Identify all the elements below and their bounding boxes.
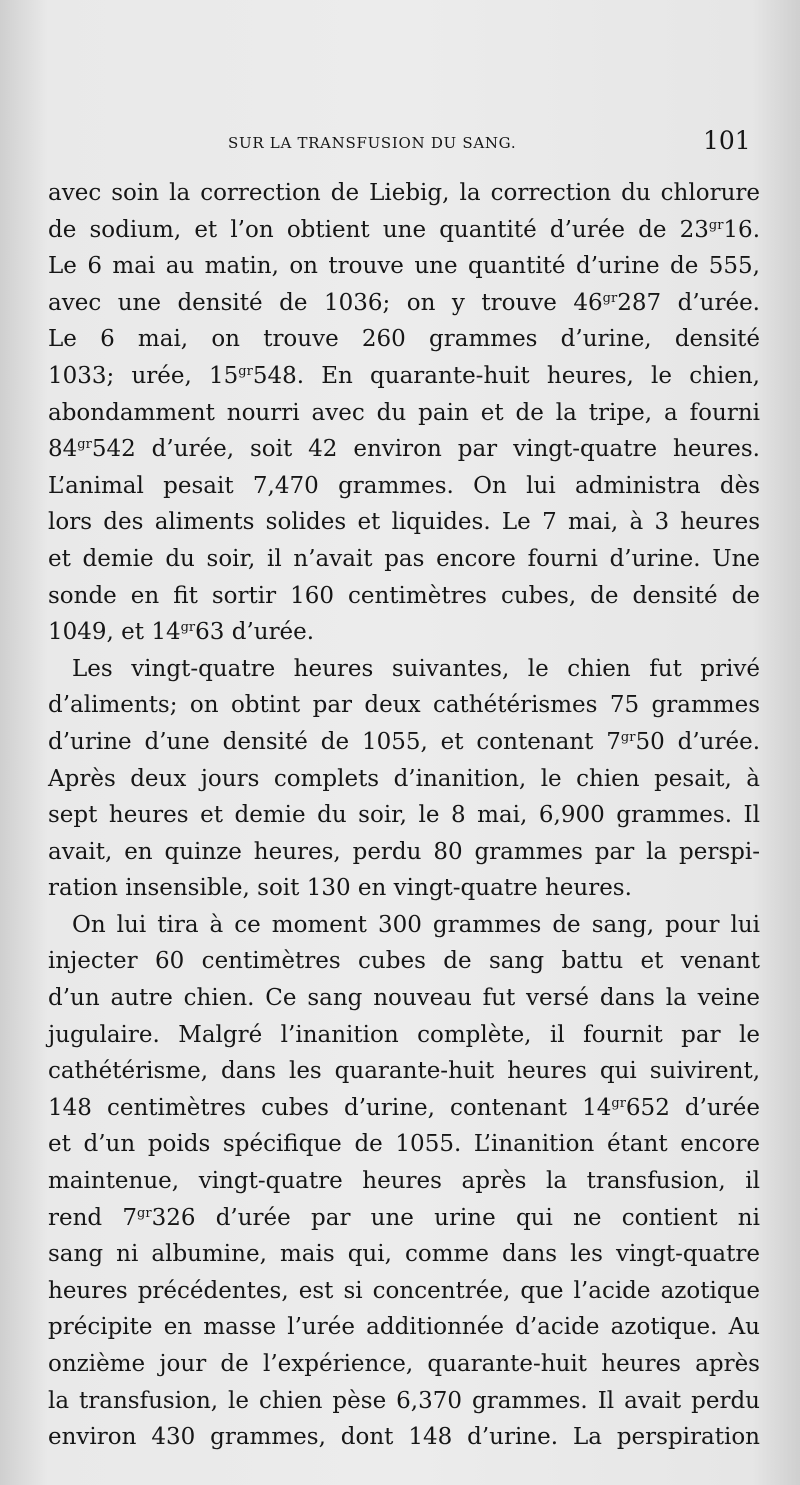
text-line: Après deux jours complets d’inanition, le chien pesait, à (48, 765, 760, 792)
text-line: ration insensible, soit 130 en vingt-quatre heures. (48, 875, 632, 902)
text-line: avec soin la correction de Liebig, la correction du chlorure (48, 180, 760, 206)
text-line: de sodium, et l’on obtient une quantité d’urée de $23^{gr}16$. (48, 216, 760, 243)
text-line: avec une densité de 1036; on y trouve $46^{gr}287$ d’urée. (48, 289, 760, 316)
text-line: 148 centimètres cubes d’urine, contenant $14^{gr}652$ d’urée (48, 1094, 760, 1121)
text-line: 1033; urée, $15^{gr}548$. En quarante-huit heures, le chien, (48, 362, 760, 389)
text-line: sang ni albumine, mais qui, comme dans les vingt-quatre (48, 1241, 760, 1268)
text-line: sonde en fit sortir 160 centimètres cubes, de densité de (48, 582, 760, 609)
text-line: heures précédentes, est si concentrée, que l’acide azotique (48, 1277, 760, 1304)
text-line: Le 6 mai, on trouve 260 grammes d’urine, densité (48, 326, 760, 353)
text-line: L’animal pesait 7,470 grammes. On lui administra dès (48, 472, 760, 499)
text-line: Le 6 mai au matin, on trouve une quantité d’urine de 555, (48, 253, 760, 280)
page-number: 101 (703, 126, 751, 155)
text-line: Les vingt-quatre heures suivantes, le chien fut privé (72, 655, 760, 682)
text-line: la transfusion, le chien pèse 6,370 grammes. Il avait perdu (48, 1387, 760, 1414)
text-line: d’un autre chien. Ce sang nouveau fut versé dans la veine (48, 985, 760, 1012)
body-text (48, 175, 760, 1456)
text-line: cathétérisme, dans les quarante-huit heures qui suivirent, (48, 1058, 760, 1085)
text-line: et d’un poids spécifique de 1055. L’inanition étant encore (48, 1131, 760, 1158)
text-line: On lui tira à ce moment 300 grammes de sang, pour lui (72, 911, 760, 938)
text-line: maintenue, vingt-quatre heures après la transfusion, il (48, 1168, 760, 1195)
text-line: $84^{gr}542$ d’urée, soit 42 environ par vingt-quatre heures. (48, 436, 760, 463)
text-line: 1049, et $14^{gr}63$ d’urée. (48, 619, 315, 646)
text-line: injecter 60 centimètres cubes de sang battu et venant (48, 948, 760, 975)
text-line: précipite en masse l’urée additionnée d’acide azotique. Au (48, 1314, 760, 1341)
text-line: sept heures et demie du soir, le 8 mai, 6,900 grammes. Il (48, 802, 760, 829)
text-line: onzième jour de l’expérience, quarante-huit heures après (48, 1351, 760, 1377)
text-line: et demie du soir, il n’avait pas encore fourni d’urine. Une (48, 545, 760, 572)
running-title: SUR LA TRANSFUSION DU SANG. (228, 134, 517, 152)
text-line: avait, en quinze heures, perdu 80 grammes par la perspi- (48, 838, 760, 865)
text-line: rend $7^{gr}326$ d’urée par une urine qui ne contient ni (48, 1204, 760, 1231)
text-line: environ 430 grammes, dont 148 d’urine. La perspiration (48, 1424, 760, 1451)
text-line: abondamment nourri avec du pain et de la tripe, a fourni (48, 399, 760, 426)
running-head (0, 120, 800, 170)
text-line: d’aliments; on obtint par deux cathétérismes 75 grammes (48, 692, 760, 719)
text-line: jugulaire. Malgré l’inanition complète, il fournit par le (48, 1021, 760, 1048)
text-line: lors des aliments solides et liquides. Le 7 mai, à 3 heures (48, 509, 760, 536)
text-line: d’urine d’une densité de 1055, et contenant $7^{gr}50$ d’urée. (48, 728, 760, 755)
